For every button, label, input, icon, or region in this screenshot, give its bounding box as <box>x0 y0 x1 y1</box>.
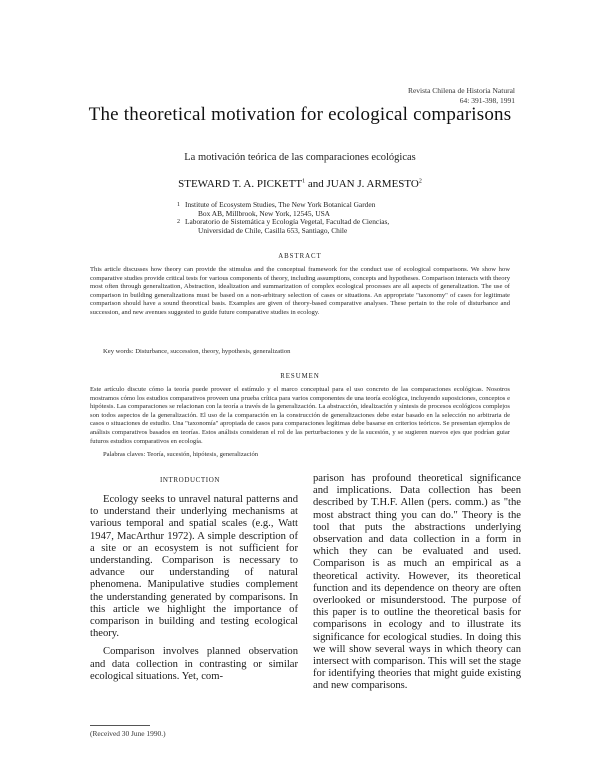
introduction-heading: INTRODUCTION <box>159 476 221 484</box>
author-joiner: and <box>307 178 324 190</box>
affiliation-2-number: 2 <box>177 219 180 226</box>
abstract-text: This article discusses how theory can provide the stimulus and the conceptual framework for the conduct use of ecological comparisons. We show how comparative studies provide critical tests for various components of theory, including assumptions, concepts and hypotheses. Comparison interacts with theory most often through generalization, Abstraction, idealization and summarization of complex ecological processes are all aspects of generalization. The use of comparison in building generalizations must be based on a non-arbitrary selection of cases or situations. An appropriate "taxonomy" of cases for legitimate comparison should have a sound theoretical basis. Examples are given of theory-based comparative analyses. These pertain to the role of disturbance and succession, and new avenues suggested to guide future comparative studies in ecology. <box>90 266 510 316</box>
received-date: (Received 30 June 1990.) <box>90 729 166 738</box>
abstract-keywords <box>103 348 503 355</box>
affiliation-1-line-2: Box AB, Millbrook, New York, 12545, USA <box>198 208 331 218</box>
abstract-heading: ABSTRACT <box>278 253 322 260</box>
affiliation-2-line-2: Universidad de Chile, Casilla 653, Santiago, Chile <box>198 225 348 235</box>
introduction-paragraph-1: Ecology seeks to unravel natural patterns and to understand their underlying mechanisms at various temporal and spatial scales (e.g., Watt 1947, MacArthur 1972). A simple description of a site or an ecosystem is not sufficient for understanding. Comparison is necessary to advance our understanding of natural phenomena. Manipulative studies complement the understanding generated by comparisons. In this article we highlight the importance of comparison in building and testing ecological theory. <box>90 494 298 640</box>
resumen-heading: RESUMEN <box>280 373 320 380</box>
author-line <box>0 178 600 190</box>
resumen-keywords-label: Palabras claves: <box>103 451 146 458</box>
resumen-keywords <box>103 451 503 458</box>
resumen-text: Este artículo discute cómo la teoría puede proveer el estímulo y el marco conceptual para el uso concreto de las comparaciones ecológicas. Nosotros mostramos cómo los estudios comparativos proveen una prueba crítica para varios componentes de una teoría ecológica, incluyendo suposiciones, conceptos e hipótesis. Las comparaciones se relacionan con la teoría a través de la generalización. La abstracción, idealización y síntesis de procesos ecológicos complejos son todos aspectos de la generalización. El uso de la comparación en la construcción de generalizaciones debe estar basado en la selección no arbitraria de casos o situaciones de estudio. Una "taxonomía" apropiada de casos para comparaciones legítimas debe basarse en criterios teóricos. Se presentan ejemplos de análisis comparativos basados en teorías. Estos análisis consideran el rol de las perturbaciones y de la sucesión, y se sugieren nuevos ejes que podrían guiar futuros estudios comparativos en ecología. <box>90 386 510 445</box>
introduction-left-column <box>90 494 298 683</box>
introduction-right-column <box>313 473 521 693</box>
resumen-keywords-list: Teoría, sucesión, hipótesis, generalización <box>146 451 259 458</box>
author-2: JUAN J. ARMESTO <box>326 178 419 190</box>
introduction-paragraph-3: parison has profound theoretical significance and implications. Data collection has been described by T.H.F. Allen (pers. comm.) as "the most abstract thing you can do." Theory is the tool that puts the abstractions underlying observation and data collection in a form in which they can be evaluated and used. Comparison is as much an empirical as a theoretical activity. However, its theoretical function and its dependence on theory are often overlooked or misunderstood. The purpose of this paper is to outline the theoretical basis for comparisons in ecology and to illustrate its significance for ecological studies. In doing this we will show several ways in which theory can intersect with comparison. This will set the stage for identifying theories that might guide existing and new comparisons. <box>313 473 521 692</box>
author-1-mark: 1 <box>302 178 306 185</box>
paper-title: The theoretical motivation for ecological comparisons <box>88 104 512 125</box>
journal-header <box>408 86 515 106</box>
abstract-keywords-label: Key words: <box>103 348 134 355</box>
author-1: STEWARD T. A. PICKETT <box>178 178 303 190</box>
paper-subtitle-spanish: La motivación teórica de las comparaciones ecológicas <box>184 152 416 163</box>
affiliations <box>177 200 445 235</box>
abstract-keywords-list: Disturbance, succession, theory, hypothesis, generalization <box>135 348 291 355</box>
journal-citation: 64: 391-398, 1991 <box>459 96 515 105</box>
affiliation-2-line-1: 2 Laboratorio de Sistemática y Ecología Vegetal, Facultad de Ciencias, <box>177 217 390 227</box>
footnote-rule <box>90 725 150 726</box>
journal-name: Revista Chilena de Historia Natural <box>407 86 515 95</box>
affiliation-1-number: 1 <box>177 202 180 208</box>
author-2-mark: 2 <box>418 178 422 185</box>
introduction-paragraph-2: Comparison involves planned observation and data collection in contrasting or similar ecological situations. Yet, com- <box>90 646 298 682</box>
affiliation-1-line-1: 1 Institute of Ecosystem Studies, The New York Botanical Garden <box>177 200 376 209</box>
